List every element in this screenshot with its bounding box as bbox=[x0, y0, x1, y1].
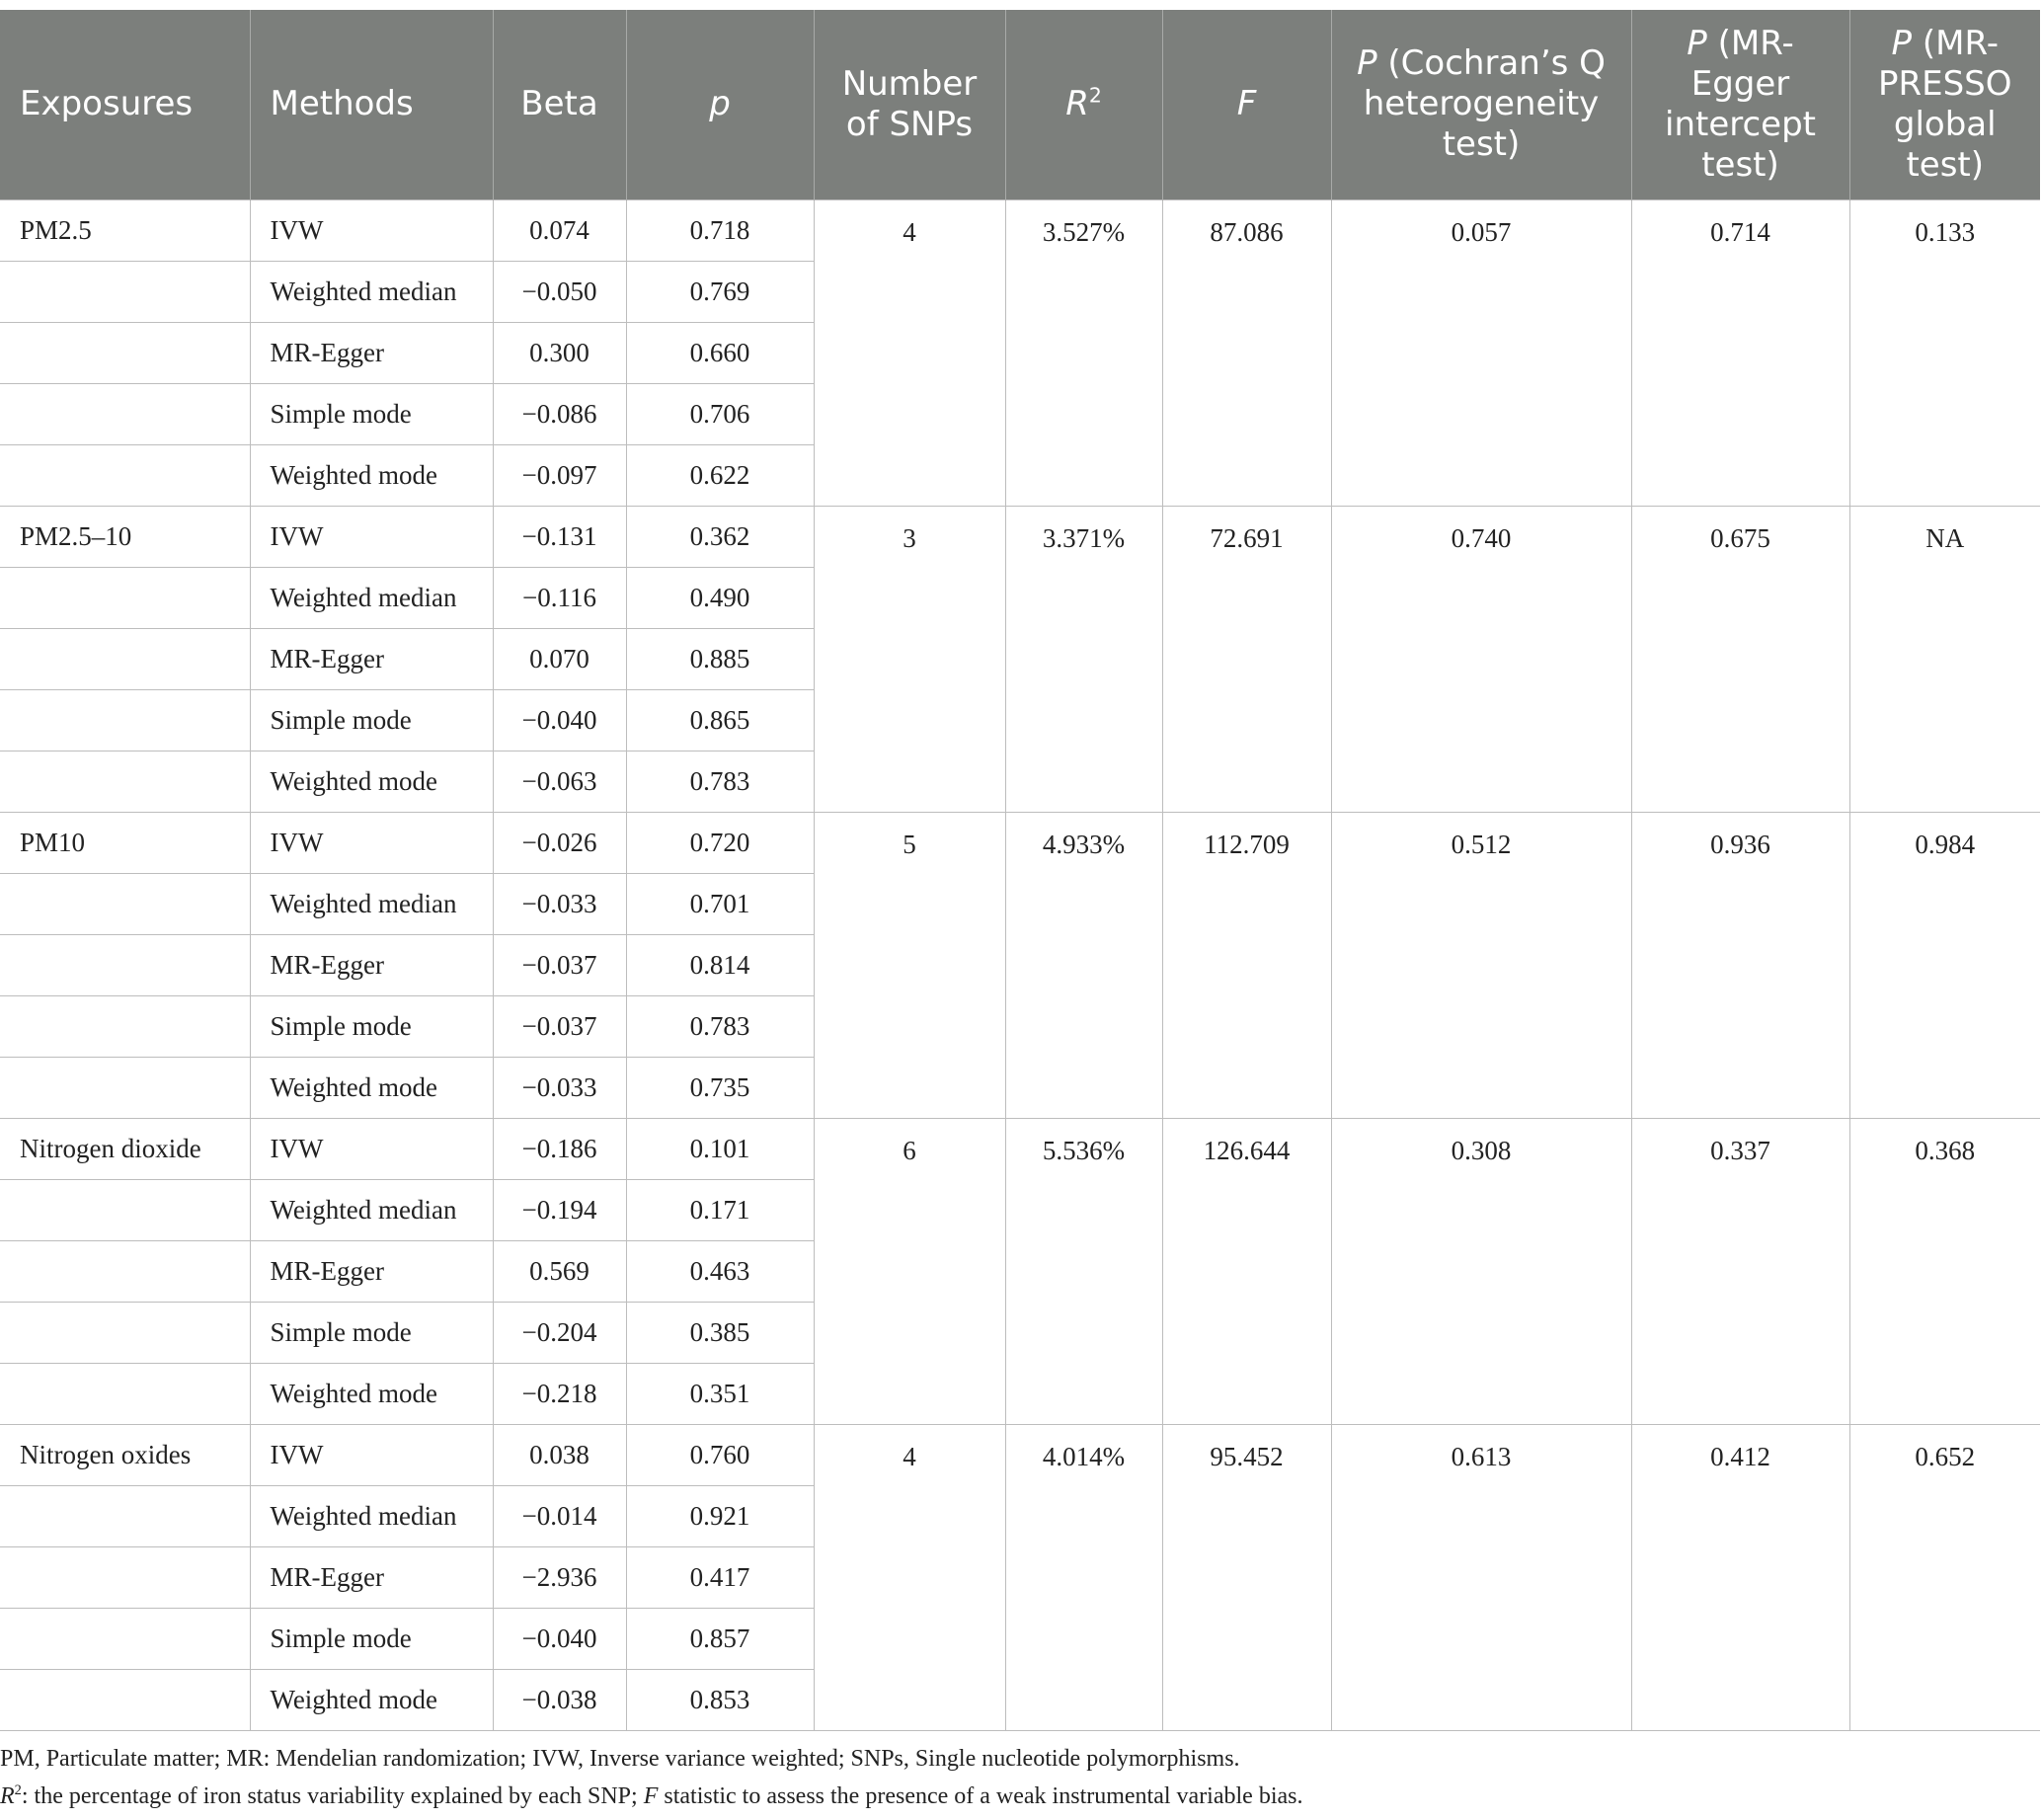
header-beta: Beta bbox=[493, 10, 626, 199]
header-p: p bbox=[626, 10, 814, 199]
header-methods: Methods bbox=[250, 10, 493, 199]
method-cell: Weighted mode bbox=[250, 751, 493, 812]
r2-cell: 4.933% bbox=[1005, 812, 1162, 1118]
exposure-cell-empty bbox=[0, 1485, 250, 1546]
table-row bbox=[0, 812, 2040, 873]
f-statistic-cell: 112.709 bbox=[1162, 812, 1331, 1118]
p-value-cell: 0.385 bbox=[626, 1302, 814, 1363]
beta-cell: −0.218 bbox=[493, 1363, 626, 1424]
beta-cell: −0.033 bbox=[493, 1057, 626, 1118]
beta-cell: −0.026 bbox=[493, 812, 626, 873]
beta-cell: −0.040 bbox=[493, 1608, 626, 1669]
header-mr-egger-intercept: P (MR-Egger intercept test) bbox=[1631, 10, 1849, 199]
snp-count-cell: 3 bbox=[814, 506, 1005, 812]
p-value-cell: 0.783 bbox=[626, 995, 814, 1057]
exposure-cell-empty bbox=[0, 628, 250, 689]
method-cell: Weighted median bbox=[250, 567, 493, 628]
cochran-q-cell: 0.740 bbox=[1331, 506, 1631, 812]
method-cell: Simple mode bbox=[250, 1302, 493, 1363]
beta-cell: −0.116 bbox=[493, 567, 626, 628]
exposure-cell-empty bbox=[0, 444, 250, 506]
exposure-cell-empty bbox=[0, 1302, 250, 1363]
exposure-cell-empty bbox=[0, 1546, 250, 1608]
p-value-cell: 0.718 bbox=[626, 199, 814, 261]
cochran-q-cell: 0.613 bbox=[1331, 1424, 1631, 1730]
exposure-cell-empty bbox=[0, 261, 250, 322]
table-row bbox=[0, 1118, 2040, 1179]
p-value-cell: 0.362 bbox=[626, 506, 814, 567]
p-value-cell: 0.490 bbox=[626, 567, 814, 628]
p-value-cell: 0.769 bbox=[626, 261, 814, 322]
method-cell: IVW bbox=[250, 506, 493, 567]
footnote-definitions: $R^2$: the percentage of iron status variability explained by each SNP; F statistic to assess the presence of a weak instrumental variable bias. bbox=[0, 1782, 1303, 1809]
p-value-cell: 0.921 bbox=[626, 1485, 814, 1546]
table-header bbox=[0, 10, 2040, 199]
header-number-of-snps: Number of SNPs bbox=[814, 10, 1005, 199]
beta-cell: −0.086 bbox=[493, 383, 626, 444]
p-value-cell: 0.857 bbox=[626, 1608, 814, 1669]
header-cochran-q: P (Cochran’s Q heterogeneity test) bbox=[1331, 10, 1631, 199]
method-cell: Weighted median bbox=[250, 873, 493, 934]
p-value-cell: 0.720 bbox=[626, 812, 814, 873]
p-value-cell: 0.171 bbox=[626, 1179, 814, 1240]
beta-cell: −0.063 bbox=[493, 751, 626, 812]
mr-presso-cell: 0.652 bbox=[1849, 1424, 2040, 1730]
beta-cell: 0.038 bbox=[493, 1424, 626, 1485]
exposure-cell-empty bbox=[0, 1669, 250, 1730]
cochran-q-cell: 0.308 bbox=[1331, 1118, 1631, 1424]
p-value-cell: 0.865 bbox=[626, 689, 814, 751]
method-cell: IVW bbox=[250, 1118, 493, 1179]
method-cell: Simple mode bbox=[250, 383, 493, 444]
egger-intercept-cell: 0.936 bbox=[1631, 812, 1849, 1118]
exposure-cell-empty bbox=[0, 322, 250, 383]
table-row bbox=[0, 199, 2040, 261]
method-cell: Weighted mode bbox=[250, 444, 493, 506]
method-cell: Simple mode bbox=[250, 689, 493, 751]
beta-cell: −0.033 bbox=[493, 873, 626, 934]
r2-cell: 3.527% bbox=[1005, 199, 1162, 506]
egger-intercept-cell: 0.675 bbox=[1631, 506, 1849, 812]
header-f: F bbox=[1162, 10, 1331, 199]
r2-cell: 5.536% bbox=[1005, 1118, 1162, 1424]
exposure-cell: Nitrogen oxides bbox=[0, 1424, 250, 1485]
p-value-cell: 0.853 bbox=[626, 1669, 814, 1730]
p-value-cell: 0.660 bbox=[626, 322, 814, 383]
exposure-cell-empty bbox=[0, 934, 250, 995]
p-value-cell: 0.814 bbox=[626, 934, 814, 995]
p-value-cell: 0.735 bbox=[626, 1057, 814, 1118]
method-cell: Weighted mode bbox=[250, 1057, 493, 1118]
cochran-q-cell: 0.057 bbox=[1331, 199, 1631, 506]
table-body bbox=[0, 199, 2040, 1730]
beta-cell: −0.194 bbox=[493, 1179, 626, 1240]
exposure-cell-empty bbox=[0, 1608, 250, 1669]
exposure-cell-empty bbox=[0, 383, 250, 444]
exposure-cell-empty bbox=[0, 567, 250, 628]
method-cell: MR-Egger bbox=[250, 628, 493, 689]
beta-cell: 0.074 bbox=[493, 199, 626, 261]
exposure-cell: PM2.5 bbox=[0, 199, 250, 261]
mr-presso-cell: NA bbox=[1849, 506, 2040, 812]
mr-presso-cell: 0.368 bbox=[1849, 1118, 2040, 1424]
exposure-cell-empty bbox=[0, 689, 250, 751]
snp-count-cell: 4 bbox=[814, 199, 1005, 506]
method-cell: Simple mode bbox=[250, 995, 493, 1057]
method-cell: IVW bbox=[250, 1424, 493, 1485]
method-cell: Simple mode bbox=[250, 1608, 493, 1669]
exposure-cell: Nitrogen dioxide bbox=[0, 1118, 250, 1179]
mr-presso-cell: 0.133 bbox=[1849, 199, 2040, 506]
results-table bbox=[0, 10, 2040, 1731]
cochran-q-cell: 0.512 bbox=[1331, 812, 1631, 1118]
beta-cell: −0.037 bbox=[493, 995, 626, 1057]
table-row bbox=[0, 1424, 2040, 1485]
header-mr-presso-global: P (MR-PRESSO global test) bbox=[1849, 10, 2040, 199]
beta-cell: −0.097 bbox=[493, 444, 626, 506]
method-cell: MR-Egger bbox=[250, 322, 493, 383]
p-value-cell: 0.351 bbox=[626, 1363, 814, 1424]
mr-presso-cell: 0.984 bbox=[1849, 812, 2040, 1118]
p-value-cell: 0.417 bbox=[626, 1546, 814, 1608]
p-value-cell: 0.701 bbox=[626, 873, 814, 934]
beta-cell: −0.186 bbox=[493, 1118, 626, 1179]
method-cell: Weighted median bbox=[250, 1485, 493, 1546]
beta-cell: 0.300 bbox=[493, 322, 626, 383]
p-value-cell: 0.885 bbox=[626, 628, 814, 689]
p-value-cell: 0.101 bbox=[626, 1118, 814, 1179]
exposure-cell-empty bbox=[0, 1363, 250, 1424]
p-value-cell: 0.622 bbox=[626, 444, 814, 506]
f-statistic-cell: 95.452 bbox=[1162, 1424, 1331, 1730]
beta-cell: −0.038 bbox=[493, 1669, 626, 1730]
method-cell: IVW bbox=[250, 199, 493, 261]
p-value-cell: 0.463 bbox=[626, 1240, 814, 1302]
egger-intercept-cell: 0.714 bbox=[1631, 199, 1849, 506]
beta-cell: −0.131 bbox=[493, 506, 626, 567]
beta-cell: −0.037 bbox=[493, 934, 626, 995]
r2-cell: 4.014% bbox=[1005, 1424, 1162, 1730]
method-cell: MR-Egger bbox=[250, 1240, 493, 1302]
beta-cell: −0.050 bbox=[493, 261, 626, 322]
method-cell: MR-Egger bbox=[250, 934, 493, 995]
egger-intercept-cell: 0.412 bbox=[1631, 1424, 1849, 1730]
header-exposures: Exposures bbox=[0, 10, 250, 199]
r2-cell: 3.371% bbox=[1005, 506, 1162, 812]
f-statistic-cell: 126.644 bbox=[1162, 1118, 1331, 1424]
method-cell: MR-Egger bbox=[250, 1546, 493, 1608]
exposure-cell: PM2.5–10 bbox=[0, 506, 250, 567]
method-cell: Weighted mode bbox=[250, 1363, 493, 1424]
method-cell: Weighted mode bbox=[250, 1669, 493, 1730]
beta-cell: −0.204 bbox=[493, 1302, 626, 1363]
f-statistic-cell: 72.691 bbox=[1162, 506, 1331, 812]
method-cell: Weighted median bbox=[250, 261, 493, 322]
exposure-cell-empty bbox=[0, 1179, 250, 1240]
beta-cell: 0.569 bbox=[493, 1240, 626, 1302]
exposure-cell-empty bbox=[0, 751, 250, 812]
p-value-cell: 0.783 bbox=[626, 751, 814, 812]
p-value-cell: 0.760 bbox=[626, 1424, 814, 1485]
f-statistic-cell: 87.086 bbox=[1162, 199, 1331, 506]
snp-count-cell: 6 bbox=[814, 1118, 1005, 1424]
method-cell: Weighted median bbox=[250, 1179, 493, 1240]
header-r2: $R^2$ bbox=[1005, 10, 1162, 199]
egger-intercept-cell: 0.337 bbox=[1631, 1118, 1849, 1424]
method-cell: IVW bbox=[250, 812, 493, 873]
exposure-cell-empty bbox=[0, 995, 250, 1057]
snp-count-cell: 5 bbox=[814, 812, 1005, 1118]
p-value-cell: 0.706 bbox=[626, 383, 814, 444]
footnote-abbreviations: PM, Particulate matter; MR: Mendelian randomization; IVW, Inverse variance weighted; SNPs, Single nucleotide polymorphisms. bbox=[0, 1746, 1240, 1772]
beta-cell: −2.936 bbox=[493, 1546, 626, 1608]
exposure-cell-empty bbox=[0, 1057, 250, 1118]
beta-cell: −0.040 bbox=[493, 689, 626, 751]
exposure-cell: PM10 bbox=[0, 812, 250, 873]
beta-cell: −0.014 bbox=[493, 1485, 626, 1546]
beta-cell: 0.070 bbox=[493, 628, 626, 689]
exposure-cell-empty bbox=[0, 1240, 250, 1302]
table-footnotes bbox=[0, 1740, 1302, 1815]
table-row bbox=[0, 506, 2040, 567]
snp-count-cell: 4 bbox=[814, 1424, 1005, 1730]
exposure-cell-empty bbox=[0, 873, 250, 934]
